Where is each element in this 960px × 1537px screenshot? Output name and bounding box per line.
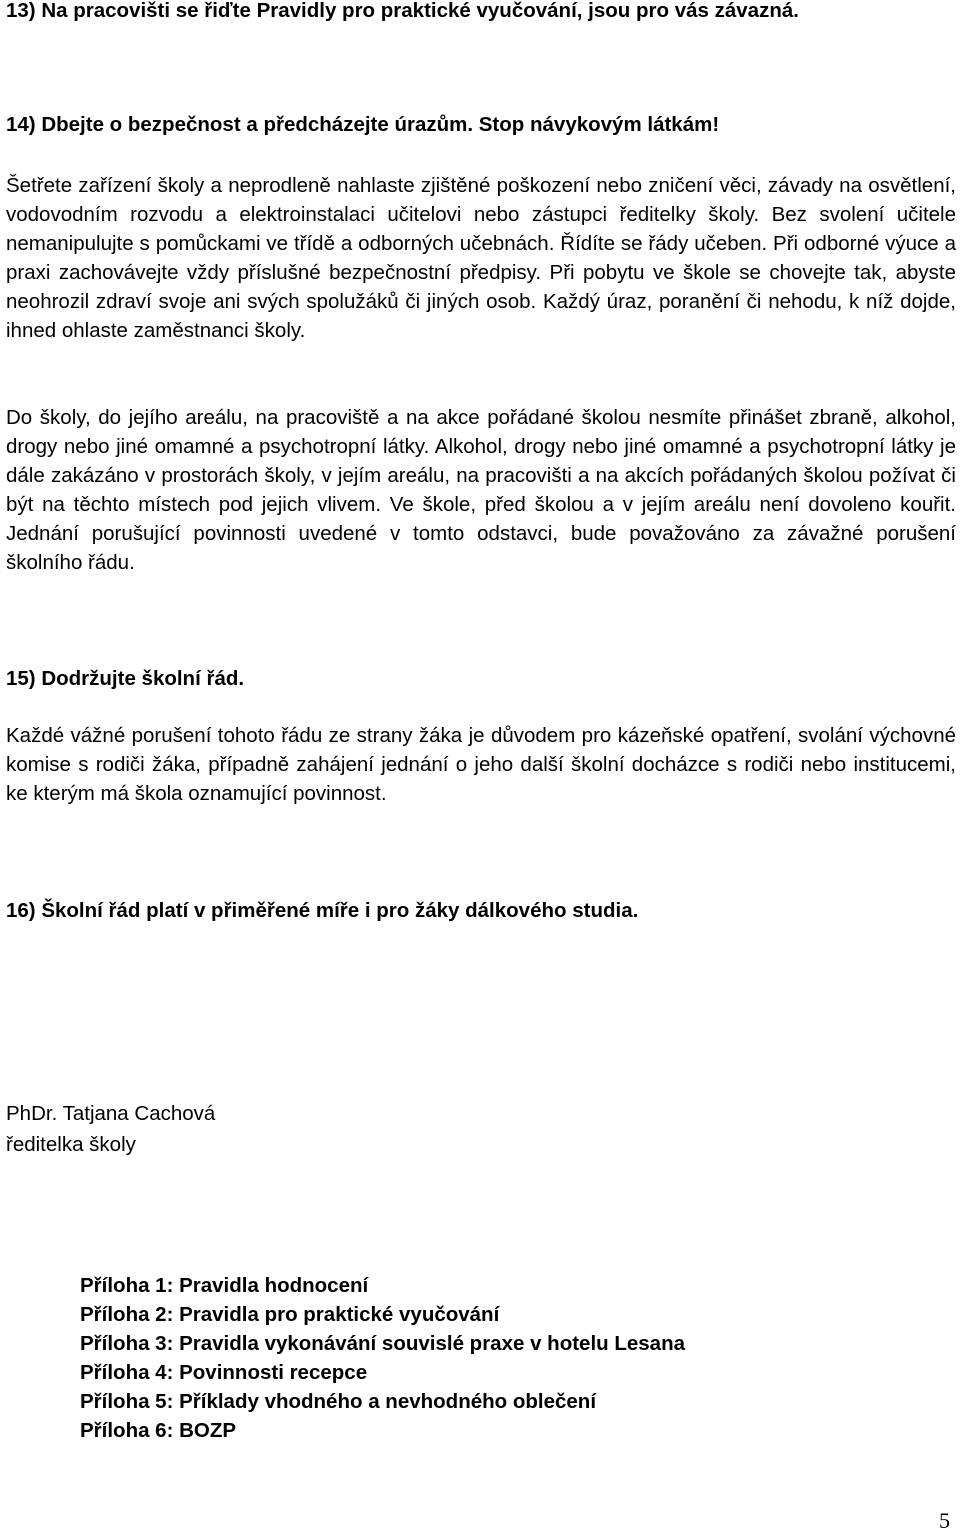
signature-block [6,1098,215,1160]
section-15-heading: 15) Dodržujte školní řád. [6,667,245,690]
section-16-heading: 16) Školní řád platí v přiměřené míře i pro žáky dálkového studia. [6,899,639,922]
signature-role: ředitelka školy [6,1133,136,1156]
attachment-item: Příloha 4: Povinnosti recepce [80,1361,368,1384]
page-number: 5 [939,1508,950,1533]
attachment-item: Příloha 3: Pravidla vykonávání souvislé praxe v hotelu Lesana [80,1332,686,1355]
section-15-paragraph: Každé vážné porušení tohoto řádu ze strany žáka je důvodem pro kázeňské opatření, svolání výchovné komise s rodiči žáka, případně zahájení jednání o jeho další školní docházce s rodiči nebo institucemi, ke kterým má škola oznamující povinnost. [6,724,956,805]
section-14-paragraph-1: Šetřete zařízení školy a neprodleně nahlaste zjištěné poškození nebo zničení věci, závady na osvětlení, vodovodním rozvodu a elektroinstalaci učitelovi nebo zástupci ředitelky školy. Bez svolení učitele nemanipulujte s pomůckami ve třídě a odborných učebnách. Řídíte se řády učeben. Při odborné výuce a praxi zachovávejte vždy příslušné bezpečnostní předpisy. Při pobytu ve škole se chovejte tak, abyste neohrozil zdraví svoje ani svých spolužáků či jiných osob. Každý úraz, poranění či nehodu, k níž dojde, ihned ohlaste zaměstnanci školy. [6,174,956,342]
attachment-item: Příloha 2: Pravidla pro praktické vyučování [80,1303,500,1326]
section-14-paragraph-2: Do školy, do jejího areálu, na pracoviště a na akce pořádané školou nesmíte přinášet zbraně, alkohol, drogy nebo jiné omamné a psychotropní látky. Alkohol, drogy nebo jiné omamné a psychotropní látky je dále zakázáno v prostorách školy, v jejím areálu, na pracovišti a na akcích pořádaných školou požívat či být na těchto místech pod jejich vlivem. Ve škole, před školou a v jejím areálu není dovoleno kouřit. Jednání porušující povinnosti uvedené v tomto odstavci, bude považováno za závažné porušení školního řádu. [6,406,956,574]
section-13-heading: 13) Na pracovišti se řiďte Pravidly pro praktické vyučování, jsou pro vás závazná. [6,0,799,22]
attachments-list [80,1271,685,1445]
section-14-heading: 14) Dbejte o bezpečnost a předcházejte úrazům. Stop návykovým látkám! [6,113,720,136]
signature-name: PhDr. Tatjana Cachová [6,1102,216,1125]
attachment-item: Příloha 5: Příklady vhodného a nevhodného oblečení [80,1390,597,1413]
attachment-item: Příloha 1: Pravidla hodnocení [80,1274,369,1297]
attachment-item: Příloha 6: BOZP [80,1419,237,1442]
